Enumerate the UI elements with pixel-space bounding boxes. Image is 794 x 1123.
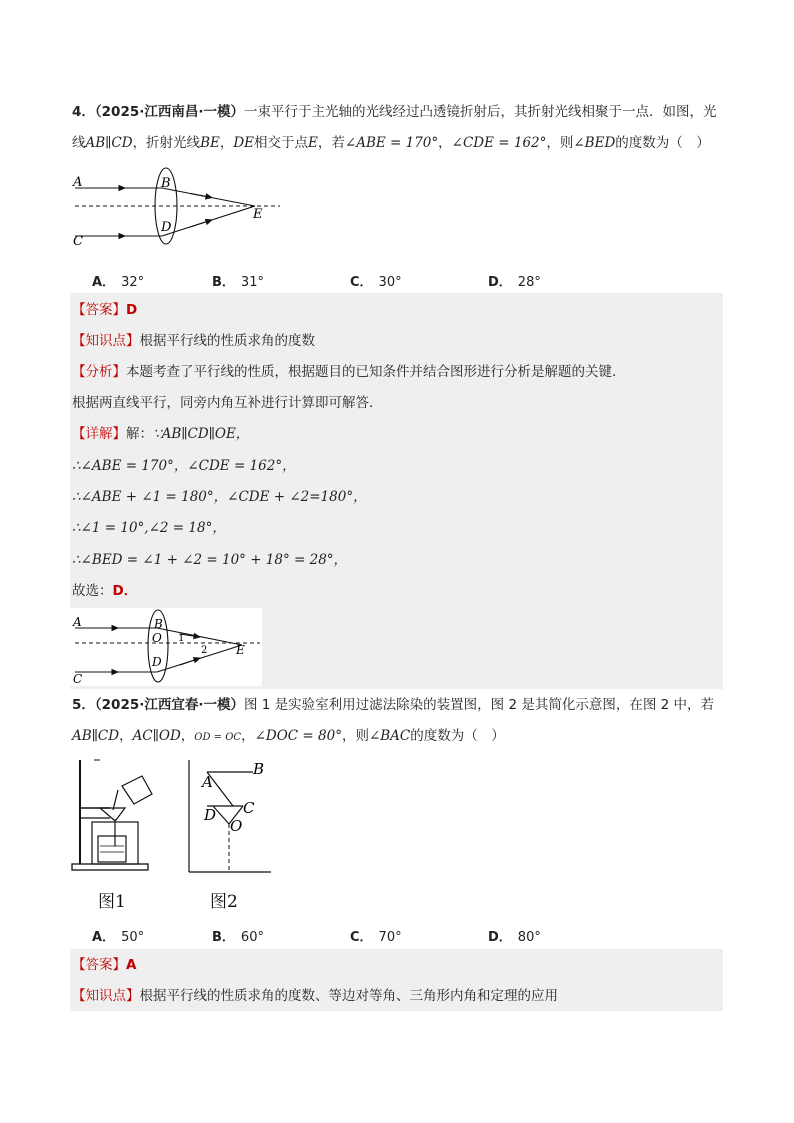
option-text: 28°: [517, 275, 541, 290]
q4-analysis-line-2: [72, 393, 383, 413]
answer-value: A: [126, 957, 137, 973]
q4-stem-text: ，: [438, 135, 452, 151]
q4-detail-line-2: ∴∠ABE = 170°，∠CDE = 162°，: [72, 458, 296, 474]
analysis-text: 本题考查了平行线的性质，根据题目的已知条件并结合图形进行分析是解题的关键．: [126, 364, 626, 380]
q5-figure-1-apparatus: [70, 758, 162, 873]
answer-tag: 【答案】: [72, 302, 126, 318]
q4-choose-line: [72, 581, 137, 601]
q5-knowledge-line: [72, 986, 558, 1006]
q5-stem-text: 的度数为（ ）: [410, 728, 505, 744]
label-o: O: [152, 631, 162, 645]
label-c: C: [73, 672, 83, 686]
option-text: 80°: [517, 930, 541, 945]
label-angle-1: 1: [178, 633, 185, 644]
option-letter: A．: [92, 930, 116, 945]
detail-math: ∵AB∥CD∥OE，: [153, 426, 250, 442]
q4-analysis-line-1: [72, 362, 626, 382]
knowledge-tag: 【知识点】: [72, 333, 140, 349]
q4-option-a[interactable]: [92, 271, 144, 290]
label-d: D: [204, 806, 217, 824]
q4-option-d[interactable]: [488, 271, 541, 290]
q4-math: DE: [233, 135, 255, 151]
q4-stem-line-2: [72, 133, 710, 153]
knowledge-text: 根据平行线的性质求角的度数: [139, 333, 315, 349]
q5-option-d[interactable]: [488, 926, 541, 945]
option-letter: C．: [350, 275, 373, 290]
label-angle-2: 2: [201, 645, 208, 656]
option-text: 30°: [378, 275, 402, 290]
q4-solution-figure: [70, 608, 262, 686]
q5-stem-text: ，则: [341, 728, 369, 744]
label-b: B: [161, 176, 171, 191]
q5-math: OD = OC: [194, 732, 242, 743]
answer-value: D: [126, 302, 138, 318]
q5-figure-2-caption: 图2: [210, 892, 238, 912]
apparatus-pouring-beaker: [122, 776, 152, 804]
q4-lens-figure: [70, 165, 285, 247]
q4-source: （2025·江西南昌·一模）: [94, 104, 244, 120]
q5-math: AC∥OD: [132, 728, 181, 744]
q5-stem-line-2: [72, 726, 505, 748]
q5-option-b[interactable]: [212, 926, 264, 945]
option-letter: C．: [350, 930, 373, 945]
q4-math: E: [308, 135, 318, 151]
q4-stem-text: ，折射光线: [132, 135, 201, 151]
analysis-tag: 【分析】: [72, 364, 126, 380]
q5-math: ∠BAC: [368, 728, 411, 744]
label-b: B: [154, 617, 163, 631]
label-a: A: [73, 615, 82, 629]
option-letter: A．: [92, 275, 116, 290]
option-letter: D．: [488, 930, 512, 945]
apparatus-base: [72, 864, 148, 870]
q4-detail-line-4: ∴∠1 = 10°,∠2 = 18°，: [72, 520, 226, 536]
q4-stem-text: 的度数为（ ）: [615, 135, 710, 151]
detail-text: 解：: [126, 426, 153, 442]
q4-detail-line-3: ∴∠ABE + ∠1 = 180°，∠CDE + ∠2=180°，: [72, 489, 367, 505]
q4-stem-line-1: [72, 102, 717, 122]
apparatus-beaker: [98, 836, 126, 862]
q4-detail-line-5: ∴∠BED = ∠1 + ∠2 = 10° + 18° = 28°，: [72, 552, 348, 568]
q5-stem-text: ，: [119, 728, 133, 744]
choose-value: D．: [112, 583, 138, 599]
option-letter: D．: [488, 275, 512, 290]
option-text: 60°: [240, 930, 264, 945]
analysis-text: 根据两直线平行，同旁内角互补进行计算即可解答．: [72, 395, 383, 411]
knowledge-text: 根据平行线的性质求角的度数、等边对等角、三角形内角和定理的应用: [139, 988, 558, 1004]
option-text: 31°: [240, 275, 264, 290]
label-d: D: [161, 220, 172, 235]
q4-answer-line: [72, 300, 137, 320]
option-letter: B．: [212, 930, 235, 945]
q5-math: ∠DOC = 80°: [254, 728, 342, 744]
q5-option-a[interactable]: [92, 926, 144, 945]
option-text: 50°: [121, 930, 145, 945]
q5-stem-text: ，: [180, 728, 195, 744]
label-e: E: [236, 643, 245, 657]
label-d: D: [152, 655, 162, 669]
q5-figure-1-caption: 图1: [98, 892, 126, 912]
q5-source: （2025·江西宜春·一模）: [94, 697, 244, 713]
q5-number: 5．: [72, 697, 95, 713]
q4-stem-text: 线: [72, 135, 86, 151]
detail-tag: 【详解】: [72, 426, 126, 442]
option-text: 70°: [378, 930, 402, 945]
label-c: C: [243, 799, 255, 817]
q5-figure-2-diagram: [185, 758, 275, 876]
q4-stem-text: 相交于点: [254, 135, 309, 151]
q4-option-b[interactable]: [212, 271, 264, 290]
answer-tag: 【答案】: [72, 957, 126, 973]
choose-prefix: 故选：: [72, 583, 113, 599]
q4-math: AB∥CD: [85, 135, 133, 151]
label-c: C: [73, 234, 83, 247]
option-letter: B．: [212, 275, 235, 290]
q5-math: AB∥CD: [72, 728, 120, 744]
option-text: 32°: [121, 275, 145, 290]
q4-stem-text: ，: [219, 135, 234, 151]
q4-stem-text-1: 一束平行于主光轴的光线经过凸透镜折射后，其折射光线相聚于一点．如图，光: [244, 104, 717, 120]
label-a: A: [73, 175, 83, 190]
label-e: E: [253, 207, 263, 222]
q5-answer-line: [72, 955, 136, 975]
q4-math: ∠CDE = 162°: [451, 135, 547, 151]
knowledge-tag: 【知识点】: [72, 988, 140, 1004]
q4-option-c[interactable]: [350, 271, 402, 290]
q4-number: 4．: [72, 104, 95, 120]
q5-stem-text-1: 图 1 是实验室利用过滤法除染的装置图，图 2 是其简化示意图，在图 2 中，若: [244, 697, 715, 713]
q4-detail-line-1: [72, 424, 249, 444]
q4-math: BE: [200, 135, 220, 151]
q4-knowledge-line: [72, 331, 315, 351]
q4-math: ∠ABE = 170°: [344, 135, 439, 151]
q4-stem-text: ，若: [317, 135, 345, 151]
q5-stem-text: ，: [241, 728, 255, 744]
q4-math: ∠BED: [573, 135, 616, 151]
q4-stem-text: ，则: [546, 135, 574, 151]
q5-option-c[interactable]: [350, 926, 402, 945]
label-o: O: [230, 817, 243, 835]
q5-stem-line-1: [72, 695, 714, 715]
label-b: B: [253, 760, 265, 778]
label-a: A: [202, 773, 213, 791]
